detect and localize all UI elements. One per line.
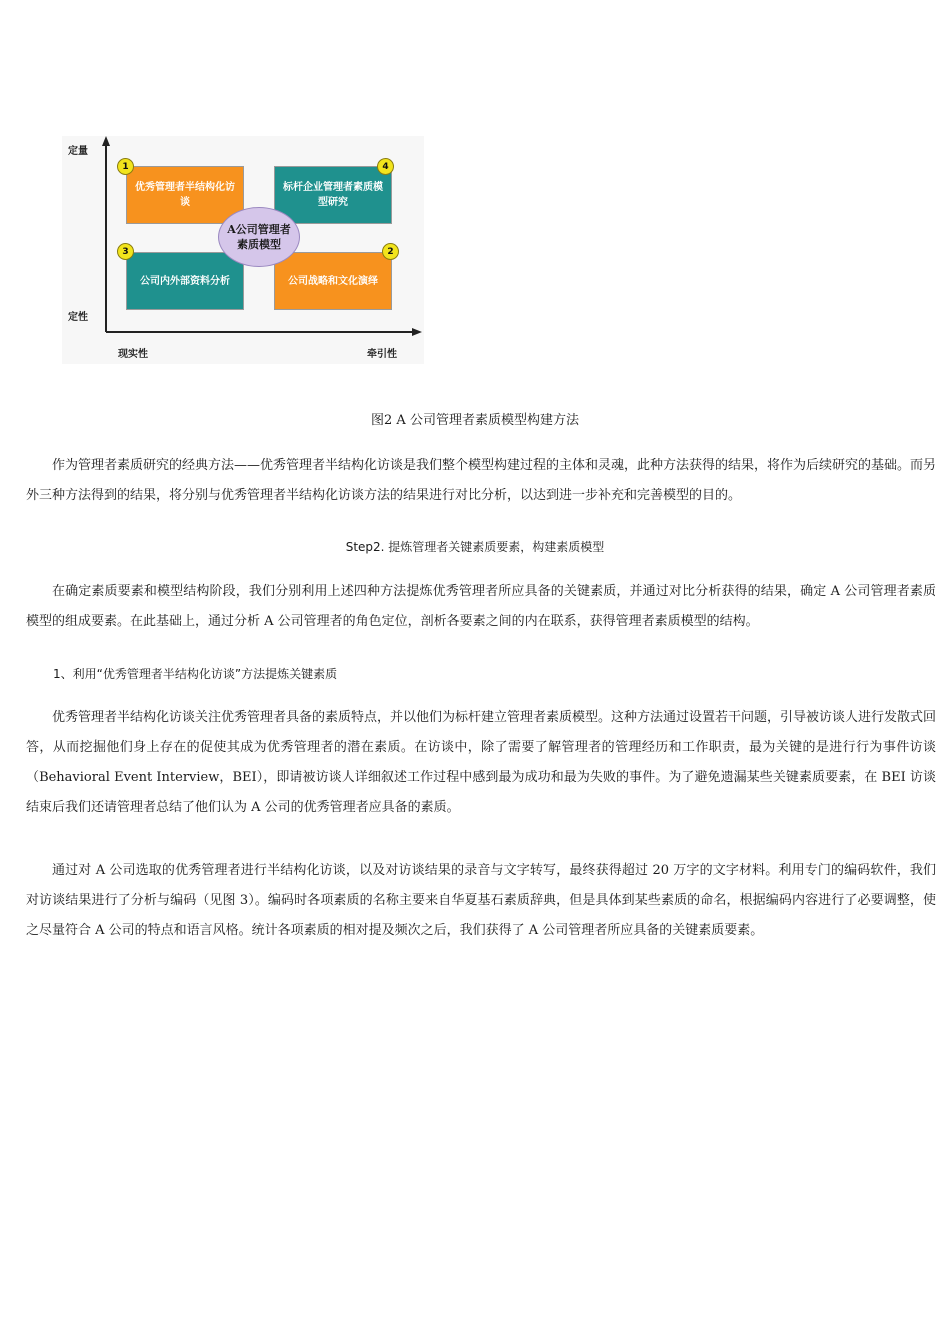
y-axis-top-label: 定量: [68, 146, 88, 157]
paragraph-4: 通过对 A 公司选取的优秀管理者进行半结构化访谈，以及对访谈结果的录音与文字转写，最终获得超过 20 万字的文字材料。利用专门的编码软件，我们对访谈结果进行了分析与编码（见图 3）。编码时各项素质的名称主要来自华夏基石素质辞典，但是具体到某些素质的命名，根据编码内容进行了必要调整，使之尽量符合 A 公司的特点和语言风格。统计各项素质的相对提及频次之后，我们获得了 A 公司管理者所应具备的关键素质要素。: [26, 863, 936, 938]
number-badge-3: 3: [117, 243, 134, 260]
section-heading-1: 1、利用“优秀管理者半结构化访谈”方法提炼关键素质: [53, 667, 338, 681]
x-axis-right-label: 牵引性: [367, 349, 397, 360]
step2-heading: Step2. 提炼管理者关键素质要素，构建素质模型: [345, 540, 605, 554]
number-badge-2: 2: [382, 243, 399, 260]
x-axis-left-label: 现实性: [118, 349, 148, 360]
method-box-benchmark: 标杆企业管理者素质模型研究: [274, 166, 392, 224]
method-figure: [62, 136, 424, 364]
number-badge-1: 1: [117, 158, 134, 175]
figure-caption: 图2 A 公司管理者素质模型构建方法: [371, 413, 579, 428]
center-model-ellipse: A公司管理者素质模型: [218, 207, 300, 267]
y-axis-arrow-icon: [102, 136, 110, 146]
method-box-documents: 公司内外部资料分析: [126, 252, 244, 310]
paragraph-3: 优秀管理者半结构化访谈关注优秀管理者具备的素质特点，并以他们为标杆建立管理者素质模型。这种方法通过设置若干问题，引导被访谈人进行发散式回答，从而挖掘他们身上存在的促使其成为优秀管理者的潜在素质。在访谈中，除了需要了解管理者的管理经历和工作职责，最为关键的是进行行为事件访谈（Behavioral Event Interview，BEI），即请被访谈人详细叙述工作过程中感到最为成功和最为失败的事件。为了避免遗漏某些关键素质要素，在 BEI 访谈结束后我们还请管理者总结了他们认为 A 公司的优秀管理者应具备的素质。: [26, 710, 937, 815]
method-box-strategy: 公司战略和文化演绎: [274, 252, 392, 310]
number-badge-4: 4: [377, 158, 394, 175]
paragraph-1: 作为管理者素质研究的经典方法——优秀管理者半结构化访谈是我们整个模型构建过程的主体和灵魂，此种方法获得的结果，将作为后续研究的基础。而另外三种方法得到的结果，将分别与优秀管理者半结构化访谈方法的结果进行对比分析，以达到进一步补充和完善模型的目的。: [26, 458, 937, 503]
y-axis-bottom-label: 定性: [68, 312, 88, 323]
method-box-interview: 优秀管理者半结构化访谈: [126, 166, 244, 224]
paragraph-2: 在确定素质要素和模型结构阶段，我们分别利用上述四种方法提炼优秀管理者所应具备的关键素质，并通过对比分析获得的结果，确定 A 公司管理者素质模型的组成要素。在此基础上，通过分析 A 公司管理者的角色定位，剖析各要素之间的内在联系，获得管理者素质模型的结构。: [26, 584, 936, 629]
x-axis-arrow-icon: [412, 328, 422, 336]
